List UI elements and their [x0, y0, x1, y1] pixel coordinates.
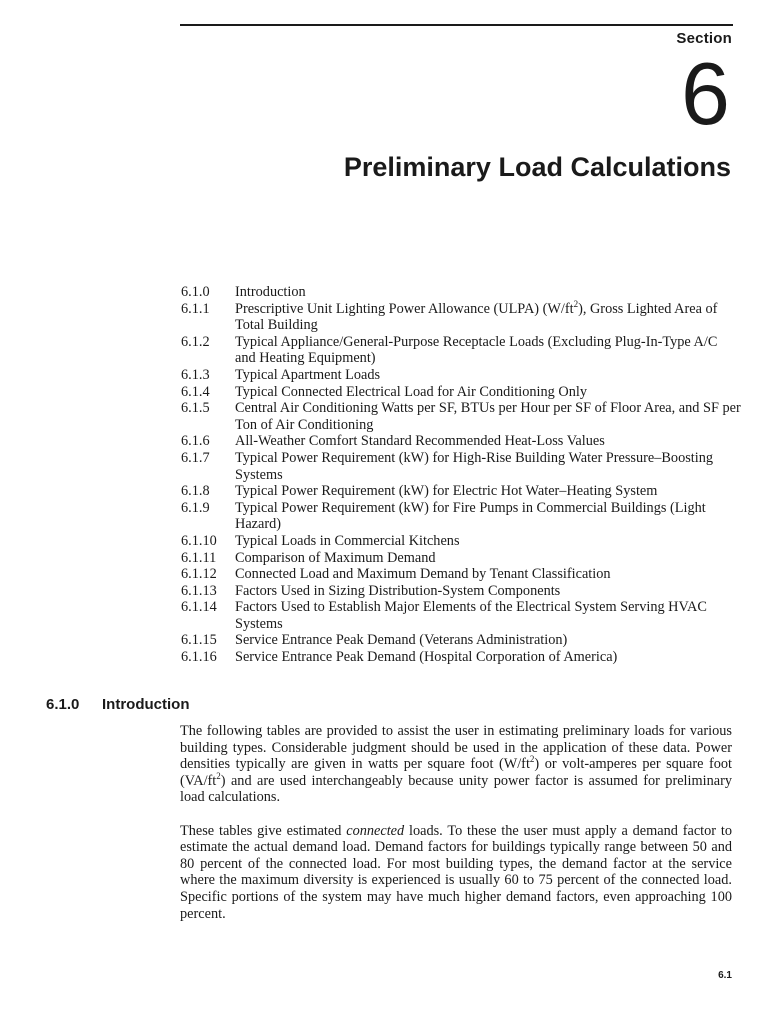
superscript: 2 — [529, 754, 535, 765]
toc-entry-title — [235, 583, 741, 600]
toc-entry-number: 6.1.4 — [181, 383, 210, 400]
superscript: 2 — [216, 771, 221, 782]
paragraph — [180, 723, 732, 806]
toc-entry — [181, 632, 741, 649]
section-number: 6 — [681, 44, 730, 143]
toc-entry-title — [235, 298, 741, 334]
text-run: loads. To these the user must apply a demand factor to estimate the actual demand load. Demand factors for buildings typically range between 50 and 80 percent of the connected load. For most building types, the demand factor at the service where the maximum diversity is experienced is usually 60 to 75 percent of the connected load. Specific portions of the system may have much higher demand factors, even approaching 100 percent. — [180, 822, 732, 922]
toc-entry-number: 6.1.9 — [181, 499, 210, 516]
toc-entry-title — [235, 500, 741, 533]
text-run: Typical Apartment Loads — [235, 366, 381, 383]
toc-entry-number: 6.1.3 — [181, 366, 210, 383]
toc-entry-title — [235, 334, 741, 367]
emphasis-text: connected — [346, 822, 405, 839]
section-label: Section — [676, 30, 732, 47]
toc-entry-number: 6.1.5 — [181, 400, 210, 417]
toc-entry-title — [235, 400, 741, 433]
toc-entry — [181, 450, 741, 483]
text-run: Central Air Conditioning Watts per SF, BTUs per Hour per SF of Floor Area, and SF per Ton of Air Conditioning — [235, 400, 741, 433]
paragraph — [180, 823, 732, 923]
text-run: Typical Loads in Commercial Kitchens — [235, 532, 460, 549]
text-run: Typical Power Requirement (kW) for Electric Hot Water–Heating System — [235, 483, 658, 500]
toc-entry — [181, 433, 741, 450]
toc-entry — [181, 583, 741, 600]
toc-entry — [181, 334, 741, 367]
toc-entry — [181, 284, 741, 301]
text-run: Typical Power Requirement (kW) for Fire Pumps in Commercial Buildings (Light Hazard) — [235, 499, 706, 533]
toc-entry — [181, 500, 741, 533]
toc-entry-title — [235, 367, 741, 384]
toc-entry-title — [235, 384, 741, 401]
intro-body — [180, 723, 732, 939]
toc-entry — [181, 298, 741, 334]
toc-entry-title — [235, 533, 741, 550]
toc-entry — [181, 483, 741, 500]
toc-entry-number: 6.1.13 — [181, 582, 217, 599]
toc-entry-title — [235, 433, 741, 450]
toc-entry — [181, 550, 741, 567]
intro-heading — [46, 695, 189, 715]
text-run: All-Weather Comfort Standard Recommended Heat-Loss Values — [235, 433, 605, 450]
text-run: The following tables are provided to assist the user in estimating preliminary loads for various building types. Considerable judgment should be used in the application of these data. Power densities typically are given in watts per square foot (W/ft — [180, 723, 732, 773]
text-run: Typical Connected Electrical Load for Air Conditioning Only — [235, 383, 587, 400]
toc-entry-title — [235, 632, 741, 649]
text-run: Connected Load and Maximum Demand by Tenant Classification — [235, 566, 611, 583]
intro-heading-text: Introduction — [102, 696, 190, 713]
text-run: These tables give estimated — [180, 822, 347, 839]
toc-entry-number: 6.1.0 — [181, 284, 210, 300]
toc-entry — [181, 367, 741, 384]
text-run: ), Gross Lighted Area of Total Building — [235, 300, 718, 334]
toc-entry-title — [235, 599, 741, 632]
toc-entry-title — [235, 649, 741, 666]
toc-entry-title — [235, 284, 741, 301]
page-number: 6.1 — [718, 970, 732, 981]
toc-entry-number: 6.1.10 — [181, 532, 217, 549]
text-run: Prescriptive Unit Lighting Power Allowance (ULPA) (W/ft — [235, 300, 574, 317]
toc-entry-number: 6.1.12 — [181, 566, 217, 583]
toc-entry-number: 6.1.11 — [181, 549, 217, 566]
table-of-contents — [181, 284, 741, 666]
text-run: Factors Used in Sizing Distribution-System Components — [235, 582, 561, 599]
toc-entry-number: 6.1.7 — [181, 449, 210, 466]
text-run: Service Entrance Peak Demand (Veterans Administration) — [235, 632, 568, 649]
intro-heading-number: 6.1.0 — [46, 696, 80, 713]
superscript: 2 — [573, 298, 579, 309]
toc-entry-title — [235, 550, 741, 567]
toc-entry — [181, 649, 741, 666]
toc-entry-title — [235, 483, 741, 500]
toc-entry-number: 6.1.8 — [181, 483, 210, 500]
toc-entry — [181, 533, 741, 550]
toc-entry — [181, 599, 741, 632]
toc-entry-number: 6.1.1 — [181, 300, 210, 317]
toc-entry — [181, 384, 741, 401]
toc-entry-title — [235, 450, 741, 483]
toc-entry-number: 6.1.2 — [181, 333, 210, 350]
text-run: Service Entrance Peak Demand (Hospital Corporation of America) — [235, 649, 618, 666]
toc-entry — [181, 400, 741, 433]
header-rule — [180, 24, 733, 26]
chapter-title: Preliminary Load Calculations — [343, 152, 731, 182]
text-run: Typical Appliance/General-Purpose Receptacle Loads (Excluding Plug-In-Type A/C and Heating Equipment) — [235, 333, 718, 367]
text-run: Typical Power Requirement (kW) for High-Rise Building Water Pressure–Boosting Systems — [235, 449, 714, 483]
toc-entry — [181, 566, 741, 583]
text-run: ) and are used interchangeably because unity power factor is assumed for preliminary load calculations. — [180, 772, 732, 806]
text-run: ) or volt-amperes per square foot (VA/ft — [180, 756, 732, 789]
text-run: Comparison of Maximum Demand — [235, 549, 436, 566]
toc-entry-number: 6.1.16 — [181, 649, 217, 666]
toc-entry-title — [235, 566, 741, 583]
text-run: Introduction — [235, 284, 306, 300]
toc-entry-number: 6.1.6 — [181, 433, 210, 450]
toc-entry-number: 6.1.15 — [181, 632, 217, 649]
text-run: Factors Used to Establish Major Elements of the Electrical System Serving HVAC Systems — [235, 599, 707, 632]
toc-entry-number: 6.1.14 — [181, 599, 217, 616]
